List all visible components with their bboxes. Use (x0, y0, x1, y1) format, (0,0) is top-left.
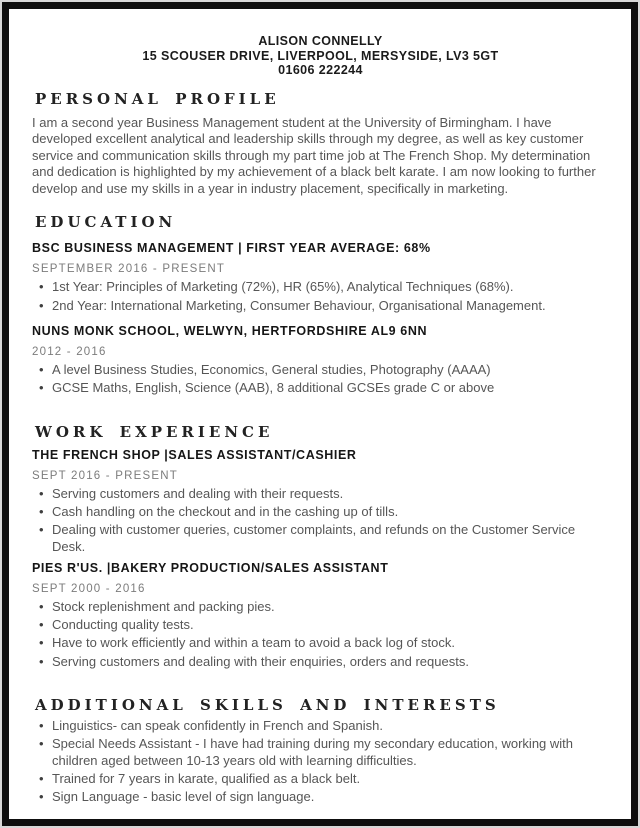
person-name: ALISON CONNELLY (258, 34, 383, 48)
additional-skills-bullets (32, 718, 609, 805)
resume-header (32, 34, 609, 78)
education-entry-bullets (32, 362, 609, 397)
list-item: • Cash handling on the checkout and in the cashing up of tills. (32, 504, 609, 521)
list-item: • Dealing with customer queries, customer complaints, and refunds on the Customer Service Desk. (32, 522, 609, 555)
education-entry-date: SEPTEMBER 2016 - PRESENT (32, 263, 226, 276)
personal-profile-text: I am a second year Business Management student at the University of Birmingham. I have developed excellent analytical and leadership skills through my degree, as well as key customer service and communication skills through my part time job at The French Shop. My determination and dedication is highlighted by my achievement of a black belt karate. I am now looking to further develop and use my skills in a year in industry placement, specifically in marketing. (32, 114, 596, 196)
list-item: • Conducting quality tests. (32, 617, 609, 634)
list-item: • Have to work efficiently and within a team to avoid a back log of stock. (32, 635, 609, 652)
work-entry-date: SEPT 2000 - 2016 (32, 583, 146, 596)
list-item: • 2nd Year: International Marketing, Consumer Behaviour, Organisational Management. (32, 298, 609, 315)
list-item: • Special Needs Assistant - I have had training during my secondary education, working with children aged between 10-13 years old with learning difficulties. (32, 736, 609, 769)
additional-skills-heading: ADDITIONAL SKILLS AND INTERESTS (35, 696, 500, 715)
education-entry-bullets (32, 279, 609, 314)
personal-profile-heading: PERSONAL PROFILE (35, 89, 280, 108)
education-heading: EDUCATION (35, 213, 177, 232)
work-experience-entry (32, 561, 609, 670)
section-work-experience (32, 423, 609, 670)
education-entry-date: 2012 - 2016 (32, 346, 107, 359)
list-item: • Linguistics- can speak confidently in French and Spanish. (32, 718, 609, 735)
work-entry-bullets (32, 599, 609, 670)
list-item: • Serving customers and dealing with their enquiries, orders and requests. (32, 654, 609, 671)
list-item: • Trained for 7 years in karate, qualified as a black belt. (32, 771, 609, 788)
section-education (32, 213, 609, 396)
education-entry-title: NUNS MONK SCHOOL, WELWYN, HERTFORDSHIRE AL9 6NN (32, 324, 428, 339)
work-experience-entry (32, 448, 609, 555)
list-item: • Stock replenishment and packing pies. (32, 599, 609, 616)
list-item: • Sign Language - basic level of sign language. (32, 789, 609, 806)
list-item: • A level Business Studies, Economics, General studies, Photography (AAAA) (32, 362, 609, 379)
education-entry-title: BSC BUSINESS MANAGEMENT | FIRST YEAR AVERAGE: 68% (32, 241, 431, 256)
list-item: • 1st Year: Principles of Marketing (72%), HR (65%), Analytical Techniques (68%). (32, 279, 609, 296)
work-entry-date: SEPT 2016 - PRESENT (32, 469, 178, 482)
education-entry (32, 241, 609, 314)
person-address: 15 SCOUSER DRIVE, LIVERPOOL, MERSYSIDE, LV3 5GT (142, 48, 499, 63)
education-entry (32, 324, 609, 397)
section-additional-skills (32, 696, 609, 805)
section-personal-profile (32, 90, 609, 198)
work-experience-heading: WORK EXPERIENCE (35, 422, 274, 441)
work-entry-bullets (32, 486, 609, 555)
work-entry-title: THE FRENCH SHOP |SALES ASSISTANT/CASHIER (32, 447, 357, 462)
list-item: • Serving customers and dealing with their requests. (32, 486, 609, 503)
work-entry-title: PIES R'US. |BAKERY PRODUCTION/SALES ASSISTANT (32, 561, 389, 576)
person-phone: 01606 222244 (278, 63, 363, 77)
list-item: • GCSE Maths, English, Science (AAB), 8 additional GCSEs grade C or above (32, 380, 609, 397)
resume-page (2, 2, 638, 826)
